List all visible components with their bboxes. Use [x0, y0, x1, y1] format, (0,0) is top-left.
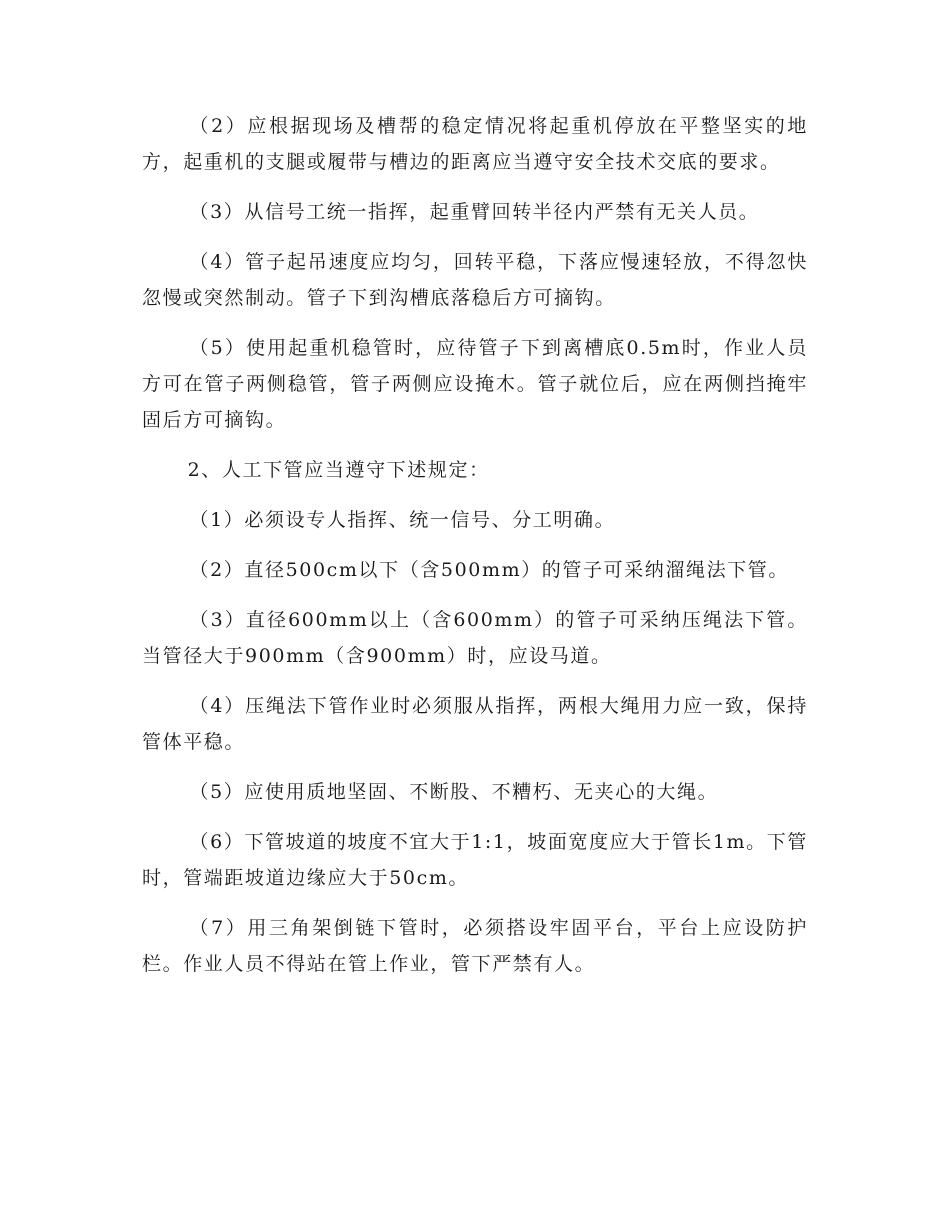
paragraph-signal-command: （3）从信号工统一指挥，起重臂回转半径内严禁有无关人员。	[189, 201, 760, 223]
paragraph-crane-stabilizing: （5）使用起重机稳管时，应待管子下到离槽底0.5m时，作业人员方可在管子两侧稳管，管子两侧应设掩木。管子就位后，应在两侧挡掩牢固后方可摘钩。	[142, 337, 808, 431]
paragraph-tripod-platform: （7）用三角架倒链下管时，必须搭设牢固平台，平台上应设防护栏。作业人员不得站在管上作业，管下严禁有人。	[142, 917, 808, 975]
section-heading-manual-lowering: 2、人工下管应当遵守下述规定：	[187, 459, 490, 481]
paragraph-press-rope-method: （3）直径600mm以上（含600mm）的管子可采纳压绳法下管。当管径大于900mm（含900mm）时，应设马道。	[142, 609, 808, 667]
paragraph-ramp-slope: （6）下管坡道的坡度不宜大于1:1，坡面宽度应大于管长1m。下管时，管端距坡道边缘应大于50cm。	[142, 831, 808, 889]
paragraph-crane-parking: （2）应根据现场及槽帮的稳定情况将起重机停放在平整坚实的地方，起重机的支腿或履带与槽边的距离应当遵守安全技术交底的要求。	[142, 115, 808, 173]
paragraph-rope-quality: （5）应使用质地坚固、不断股、不糟朽、无夹心的大绳。	[189, 781, 719, 803]
paragraph-slide-rope-method: （2）直径500cm以下（含500mm）的管子可采纳溜绳法下管。	[189, 559, 790, 581]
paragraph-obey-command: （4）压绳法下管作业时必须服从指挥，两根大绳用力应一致，保持管体平稳。	[142, 695, 808, 753]
document-body	[142, 108, 808, 996]
paragraph-dedicated-command: （1）必须设专人指挥、统一信号、分工明确。	[189, 509, 616, 531]
paragraph-lifting-speed: （4）管子起吊速度应均匀，回转平稳，下落应慢速轻放，不得忽快忽慢或突然制动。管子下到沟槽底落稳后方可摘钩。	[142, 251, 808, 309]
